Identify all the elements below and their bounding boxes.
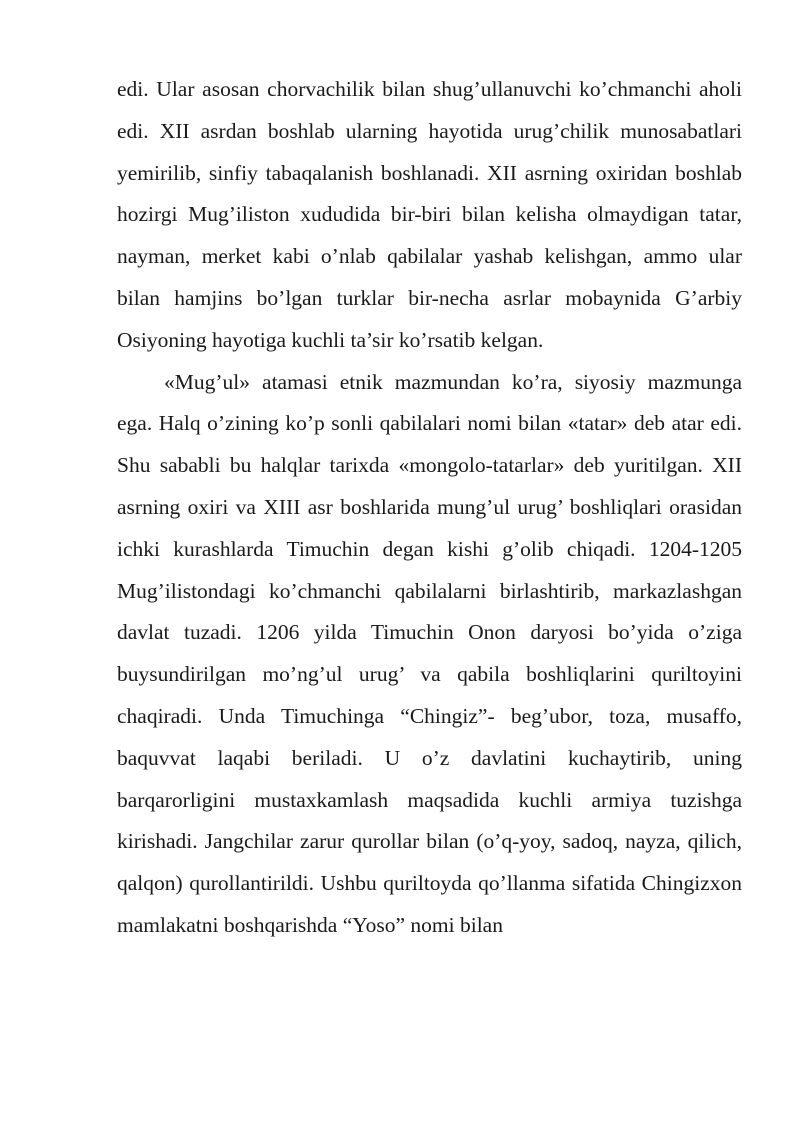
document-page (117, 69, 742, 947)
paragraph-continuation: edi. Ular asosan chorvachilik bilan shug’ullanuvchi ko’chmanchi aholi edi. XII asrdan boshlab ularning hayotida urug’chilik munosabatlari yemirilib, sinfiy tabaqalanish boshlanadi. XII asrning oxiridan boshlab hozirgi Mug’iliston xududida bir-biri bilan kelisha olmaydigan tatar, nayman, merket kabi o’nlab qabilalar yashab kelishgan, ammo ular bilan hamjins bo’lgan turklar bir-necha asrlar mobaynida G’arbiy Osiyoning hayotiga kuchli ta’sir ko’rsatib kelgan. (117, 77, 742, 352)
paragraph-mugul: «Mug’ul» atamasi etnik mazmundan ko’ra, siyosiy mazmunga ega. Halq o’zining ko’p sonli qabilalari nomi bilan «tatar» deb atar edi. Shu sababli bu halqlar tarixda «mongolo-tatarlar» deb yuritilgan. XII asrning oxiri va XIII asr boshlarida mung’ul urug’ boshliqlari orasidan ichki kurashlarda Timuchin degan kishi g’olib chiqadi. 1204-1205 Mug’ilistondagi ko’chmanchi qabilalarni birlashtirib, markazlashgan davlat tuzadi. 1206 yilda Timuchin Onon daryosi bo’yida o’ziga buysundirilgan mo’ng’ul urug’ va qabila boshliqlarini quriltoyini chaqiradi. Unda Timuchinga “Chingiz”- beg’ubor, toza, musaffo, baquvvat laqabi beriladi. U o’z davlatini kuchaytirib, uning barqarorligini mustaxkamlash maqsadida kuchli armiya tuzishga kirishadi. Jangchilar zarur qurollar bilan (o’q-yoy, sadoq, nayza, qilich, qalqon) qurollantirildi. Ushbu quriltoyda qo’llanma sifatida Chingizxon mamlakatni boshqarishda “Yoso” nomi bilan (117, 369, 742, 937)
